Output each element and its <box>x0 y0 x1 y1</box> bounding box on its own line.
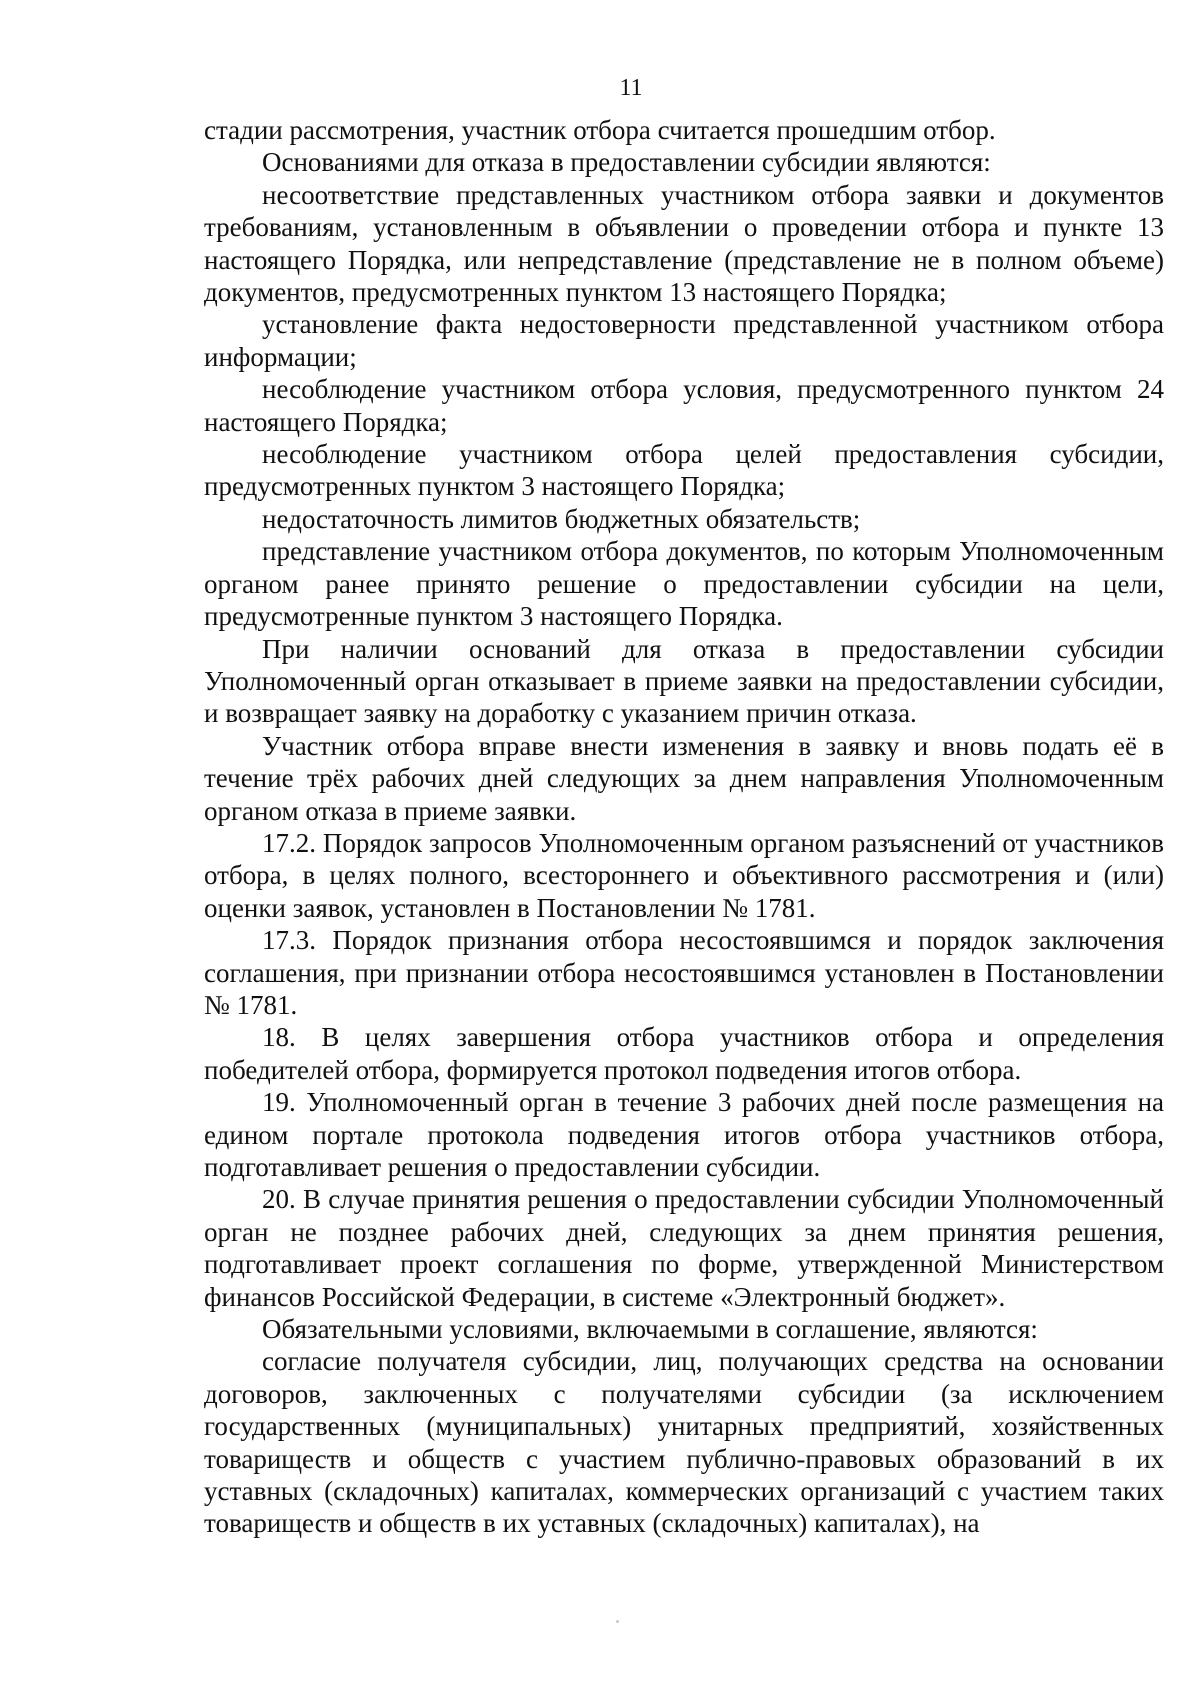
paragraph: Основаниями для отказа в предоставлении субсидии являются: <box>262 147 991 178</box>
paragraph: согласие получателя субсидии, лиц, получающих средства на основании договоров, заключенных с получателями субсидии (за исключением государственных (муниципальных) унитарных предприятий, хозяйственных товариществ и обществ с участием публично-правовых образований в их уставных (складочных) капиталах, коммерческих организаций с участием таких товариществ и обществ в их уставных (складочных) капиталах), на <box>204 1346 1164 1539</box>
paragraph: несоблюдение участником отбора условия, предусмотренного пунктом 24 настоящего Порядка; <box>204 374 1164 437</box>
paragraph: 19. Уполномоченный орган в течение 3 рабочих дней после размещения на едином портале протокола подведения итогов отбора участников отбора, подготавливает решения о предоставлении субсидии. <box>204 1087 1164 1182</box>
paragraph: Участник отбора вправе внести изменения в заявку и вновь подать её в течение трёх рабочих дней следующих за днем направления Уполномоченным органом отказа в приеме заявки. <box>204 730 1164 826</box>
scan-speck <box>616 1620 619 1623</box>
paragraph: недостаточность лимитов бюджетных обязательств; <box>262 503 861 534</box>
page-number: 11 <box>619 75 643 101</box>
paragraph: стадии рассмотрения, участник отбора считается прошедшим отбор. <box>204 115 996 145</box>
paragraph: 18. В целях завершения отбора участников отбора и определения победителей отбора, формируется протокол подведения итогов отбора. <box>204 1022 1164 1085</box>
paragraph: несоблюдение участником отбора целей предоставления субсидии, предусмотренных пунктом 3 настоящего Порядка; <box>204 439 1164 502</box>
paragraph: установление факта недостоверности представленной участником отбора информации; <box>204 309 1164 372</box>
paragraph: 20. В случае принятия решения о предоставлении субсидии Уполномоченный орган не позднее рабочих дней, следующих за днем принятия решения, подготавливает проект соглашения по форме, утвержденной Министерством финансов Российской Федерации, в системе «Электронный бюджет». <box>204 1184 1164 1312</box>
paragraph: 17.3. Порядок признания отбора несостоявшимся и порядок заключения соглашения, при признании отбора несостоявшимся установлен в Постановлении № 1781. <box>204 925 1164 1020</box>
paragraph: представление участником отбора документов, по которым Уполномоченным органом ранее принято решение о предоставлении субсидии на цели, предусмотренные пунктом 3 настоящего Порядка. <box>204 536 1164 632</box>
paragraph: Обязательными условиями, включаемыми в соглашение, являются: <box>262 1314 1038 1345</box>
paragraph: несоответствие представленных участником отбора заявки и документов требованиям, установленным в объявлении о проведении отбора и пункте 13 настоящего Порядка, или непредставление (представление не в полном объеме) документов, предусмотренных пунктом 13 настоящего Порядка; <box>204 179 1164 308</box>
document-body <box>204 114 1164 1540</box>
paragraph: 17.2. Порядок запросов Уполномоченным органом разъяснений от участников отбора, в целях полного, всестороннего и объективного рассмотрения и (или) оценки заявок, установлен в Постановлении № 1781. <box>204 827 1164 923</box>
paragraph: При наличии оснований для отказа в предоставлении субсидии Уполномоченный орган отказывает в приеме заявки на предоставлении субсидии, и возвращает заявку на доработку с указанием причин отказа. <box>204 633 1164 729</box>
